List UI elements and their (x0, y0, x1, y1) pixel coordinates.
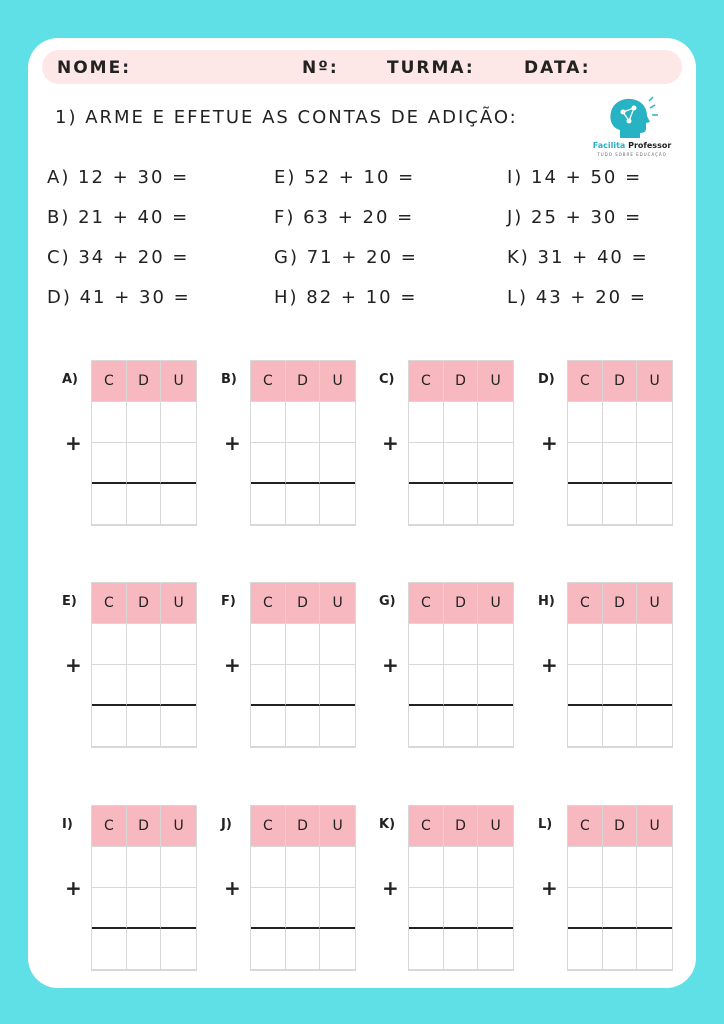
digit-cell[interactable] (637, 888, 672, 929)
digit-cell[interactable] (127, 888, 162, 929)
answer-cell[interactable] (161, 484, 196, 525)
column-header-d: D (444, 361, 479, 402)
column-header-d: D (603, 583, 638, 624)
digit-cell[interactable] (409, 665, 444, 706)
column-header-u: U (478, 583, 513, 624)
digit-cell[interactable] (320, 847, 355, 888)
digit-cell[interactable] (92, 624, 127, 665)
digit-cell[interactable] (444, 888, 479, 929)
plus-sign: + (541, 876, 558, 900)
column-header-d: D (444, 583, 479, 624)
column-header-u: U (637, 806, 672, 847)
digit-cell[interactable] (568, 624, 603, 665)
column-header-u: U (320, 583, 355, 624)
column-header-c: C (92, 583, 127, 624)
place-value-grid-h (567, 582, 673, 748)
column-header-d: D (286, 361, 321, 402)
problem-i: I) 14 + 50 = (507, 167, 643, 188)
problem-h: H) 82 + 10 = (274, 287, 418, 308)
digit-cell[interactable] (251, 665, 286, 706)
place-value-grid-i (91, 805, 197, 971)
digit-cell[interactable] (409, 888, 444, 929)
plus-sign: + (382, 431, 399, 455)
digit-cell[interactable] (444, 665, 479, 706)
answer-cell[interactable] (320, 706, 355, 747)
column-header-c: C (409, 583, 444, 624)
digit-cell[interactable] (568, 402, 603, 443)
digit-cell[interactable] (92, 402, 127, 443)
answer-cell[interactable] (409, 706, 444, 747)
column-header-d: D (603, 361, 638, 402)
digit-cell[interactable] (444, 847, 479, 888)
plus-sign: + (224, 876, 241, 900)
digit-cell[interactable] (637, 665, 672, 706)
column-header-c: C (409, 361, 444, 402)
digit-cell[interactable] (320, 443, 355, 484)
digit-cell[interactable] (409, 402, 444, 443)
digit-cell[interactable] (568, 665, 603, 706)
digit-cell[interactable] (127, 402, 162, 443)
column-header-u: U (478, 806, 513, 847)
block-label-h: H) (538, 594, 555, 609)
digit-cell[interactable] (478, 624, 513, 665)
answer-cell[interactable] (568, 929, 603, 970)
digit-cell[interactable] (603, 665, 638, 706)
plus-sign: + (224, 431, 241, 455)
answer-cell[interactable] (603, 484, 638, 525)
plus-sign: + (382, 653, 399, 677)
logo-name: Facilita Professor (592, 141, 672, 150)
column-header-u: U (161, 361, 196, 402)
answer-cell[interactable] (320, 929, 355, 970)
column-header-c: C (568, 361, 603, 402)
date-field-label: DATA: (524, 58, 591, 78)
digit-cell[interactable] (161, 847, 196, 888)
digit-cell[interactable] (127, 847, 162, 888)
digit-cell[interactable] (286, 624, 321, 665)
answer-cell[interactable] (161, 706, 196, 747)
digit-cell[interactable] (286, 443, 321, 484)
plus-sign: + (382, 876, 399, 900)
answer-cell[interactable] (320, 484, 355, 525)
answer-cell[interactable] (568, 706, 603, 747)
brain-head-icon (590, 96, 674, 142)
digit-cell[interactable] (286, 847, 321, 888)
problem-a: A) 12 + 30 = (47, 167, 190, 188)
column-header-c: C (568, 806, 603, 847)
block-label-g: G) (379, 594, 396, 609)
answer-cell[interactable] (127, 484, 162, 525)
block-label-j: J) (221, 817, 232, 832)
column-header-c: C (251, 361, 286, 402)
answer-cell[interactable] (127, 706, 162, 747)
column-header-c: C (92, 361, 127, 402)
column-header-d: D (127, 361, 162, 402)
column-header-u: U (320, 806, 355, 847)
column-header-c: C (251, 583, 286, 624)
class-field-label: TURMA: (387, 58, 475, 78)
problem-e: E) 52 + 10 = (274, 167, 416, 188)
plus-sign: + (224, 653, 241, 677)
problem-g: G) 71 + 20 = (274, 247, 418, 268)
digit-cell[interactable] (161, 665, 196, 706)
block-label-i: I) (62, 817, 73, 832)
answer-cell[interactable] (478, 929, 513, 970)
answer-cell[interactable] (478, 706, 513, 747)
place-value-grid-g (408, 582, 514, 748)
plus-sign: + (65, 876, 82, 900)
digit-cell[interactable] (478, 665, 513, 706)
column-header-u: U (161, 806, 196, 847)
digit-cell[interactable] (478, 888, 513, 929)
place-value-grid-k (408, 805, 514, 971)
digit-cell[interactable] (92, 443, 127, 484)
problem-d: D) 41 + 30 = (47, 287, 191, 308)
answer-cell[interactable] (286, 706, 321, 747)
place-value-grid-f (250, 582, 356, 748)
block-label-a: A) (62, 372, 79, 387)
digit-cell[interactable] (161, 443, 196, 484)
block-label-d: D) (538, 372, 555, 387)
problem-k: K) 31 + 40 = (507, 247, 649, 268)
digit-cell[interactable] (92, 888, 127, 929)
answer-cell[interactable] (603, 929, 638, 970)
problem-j: J) 25 + 30 = (507, 207, 643, 228)
column-header-u: U (478, 361, 513, 402)
digit-cell[interactable] (409, 443, 444, 484)
digit-cell[interactable] (161, 402, 196, 443)
digit-cell[interactable] (92, 847, 127, 888)
digit-cell[interactable] (568, 847, 603, 888)
block-label-e: E) (62, 594, 77, 609)
plus-sign: + (541, 431, 558, 455)
plus-sign: + (65, 653, 82, 677)
answer-cell[interactable] (92, 929, 127, 970)
block-label-f: F) (221, 594, 236, 609)
digit-cell[interactable] (127, 443, 162, 484)
answer-cell[interactable] (92, 484, 127, 525)
place-value-grid-l (567, 805, 673, 971)
problem-b: B) 21 + 40 = (47, 207, 190, 228)
block-label-k: K) (379, 817, 396, 832)
answer-cell[interactable] (637, 706, 672, 747)
logo-tagline: TUDO SOBRE EDUCAÇÃO (597, 152, 667, 157)
block-label-c: C) (379, 372, 395, 387)
answer-cell[interactable] (444, 484, 479, 525)
digit-cell[interactable] (637, 402, 672, 443)
answer-cell[interactable] (409, 484, 444, 525)
place-value-grid-e (91, 582, 197, 748)
column-header-c: C (251, 806, 286, 847)
answer-cell[interactable] (251, 484, 286, 525)
plus-sign: + (541, 653, 558, 677)
digit-cell[interactable] (286, 665, 321, 706)
place-value-grid-j (250, 805, 356, 971)
facilita-professor-logo (590, 96, 674, 158)
answer-cell[interactable] (603, 706, 638, 747)
digit-cell[interactable] (478, 443, 513, 484)
answer-cell[interactable] (409, 929, 444, 970)
answer-cell[interactable] (251, 929, 286, 970)
digit-cell[interactable] (320, 402, 355, 443)
column-header-d: D (127, 806, 162, 847)
digit-cell[interactable] (444, 443, 479, 484)
digit-cell[interactable] (92, 665, 127, 706)
column-header-c: C (409, 806, 444, 847)
column-header-d: D (444, 806, 479, 847)
digit-cell[interactable] (161, 624, 196, 665)
digit-cell[interactable] (286, 402, 321, 443)
digit-cell[interactable] (320, 665, 355, 706)
column-header-c: C (92, 806, 127, 847)
digit-cell[interactable] (603, 402, 638, 443)
answer-cell[interactable] (637, 929, 672, 970)
plus-sign: + (65, 431, 82, 455)
digit-cell[interactable] (251, 847, 286, 888)
digit-cell[interactable] (603, 888, 638, 929)
digit-cell[interactable] (320, 624, 355, 665)
digit-cell[interactable] (568, 443, 603, 484)
answer-cell[interactable] (444, 929, 479, 970)
column-header-d: D (286, 806, 321, 847)
digit-cell[interactable] (444, 402, 479, 443)
name-field-label: NOME: (57, 58, 132, 78)
digit-cell[interactable] (603, 443, 638, 484)
answer-cell[interactable] (251, 706, 286, 747)
column-header-u: U (161, 583, 196, 624)
digit-cell[interactable] (568, 888, 603, 929)
exercise-title: 1) ARME E EFETUE AS CONTAS DE ADIÇÃO: (55, 107, 518, 128)
block-label-l: L) (538, 817, 553, 832)
digit-cell[interactable] (320, 888, 355, 929)
place-value-grid-b (250, 360, 356, 526)
digit-cell[interactable] (637, 624, 672, 665)
digit-cell[interactable] (161, 888, 196, 929)
column-header-c: C (568, 583, 603, 624)
digit-cell[interactable] (603, 624, 638, 665)
answer-cell[interactable] (286, 484, 321, 525)
problem-f: F) 63 + 20 = (274, 207, 415, 228)
digit-cell[interactable] (251, 402, 286, 443)
place-value-grid-d (567, 360, 673, 526)
place-value-grid-a (91, 360, 197, 526)
answer-cell[interactable] (127, 929, 162, 970)
number-field-label: Nº: (302, 58, 339, 78)
block-label-b: B) (221, 372, 237, 387)
digit-cell[interactable] (478, 402, 513, 443)
answer-cell[interactable] (92, 706, 127, 747)
digit-cell[interactable] (127, 665, 162, 706)
digit-cell[interactable] (127, 624, 162, 665)
column-header-u: U (637, 361, 672, 402)
column-header-d: D (286, 583, 321, 624)
column-header-u: U (320, 361, 355, 402)
digit-cell[interactable] (251, 624, 286, 665)
problem-l: L) 43 + 20 = (507, 287, 647, 308)
place-value-grid-c (408, 360, 514, 526)
digit-cell[interactable] (478, 847, 513, 888)
column-header-u: U (637, 583, 672, 624)
digit-cell[interactable] (409, 624, 444, 665)
column-header-d: D (127, 583, 162, 624)
answer-cell[interactable] (568, 484, 603, 525)
digit-cell[interactable] (251, 443, 286, 484)
digit-cell[interactable] (444, 624, 479, 665)
column-header-d: D (603, 806, 638, 847)
digit-cell[interactable] (286, 888, 321, 929)
problem-c: C) 34 + 20 = (47, 247, 190, 268)
answer-cell[interactable] (286, 929, 321, 970)
digit-cell[interactable] (637, 443, 672, 484)
answer-cell[interactable] (478, 484, 513, 525)
answer-cell[interactable] (161, 929, 196, 970)
digit-cell[interactable] (637, 847, 672, 888)
answer-cell[interactable] (637, 484, 672, 525)
digit-cell[interactable] (603, 847, 638, 888)
answer-cell[interactable] (444, 706, 479, 747)
digit-cell[interactable] (251, 888, 286, 929)
digit-cell[interactable] (409, 847, 444, 888)
